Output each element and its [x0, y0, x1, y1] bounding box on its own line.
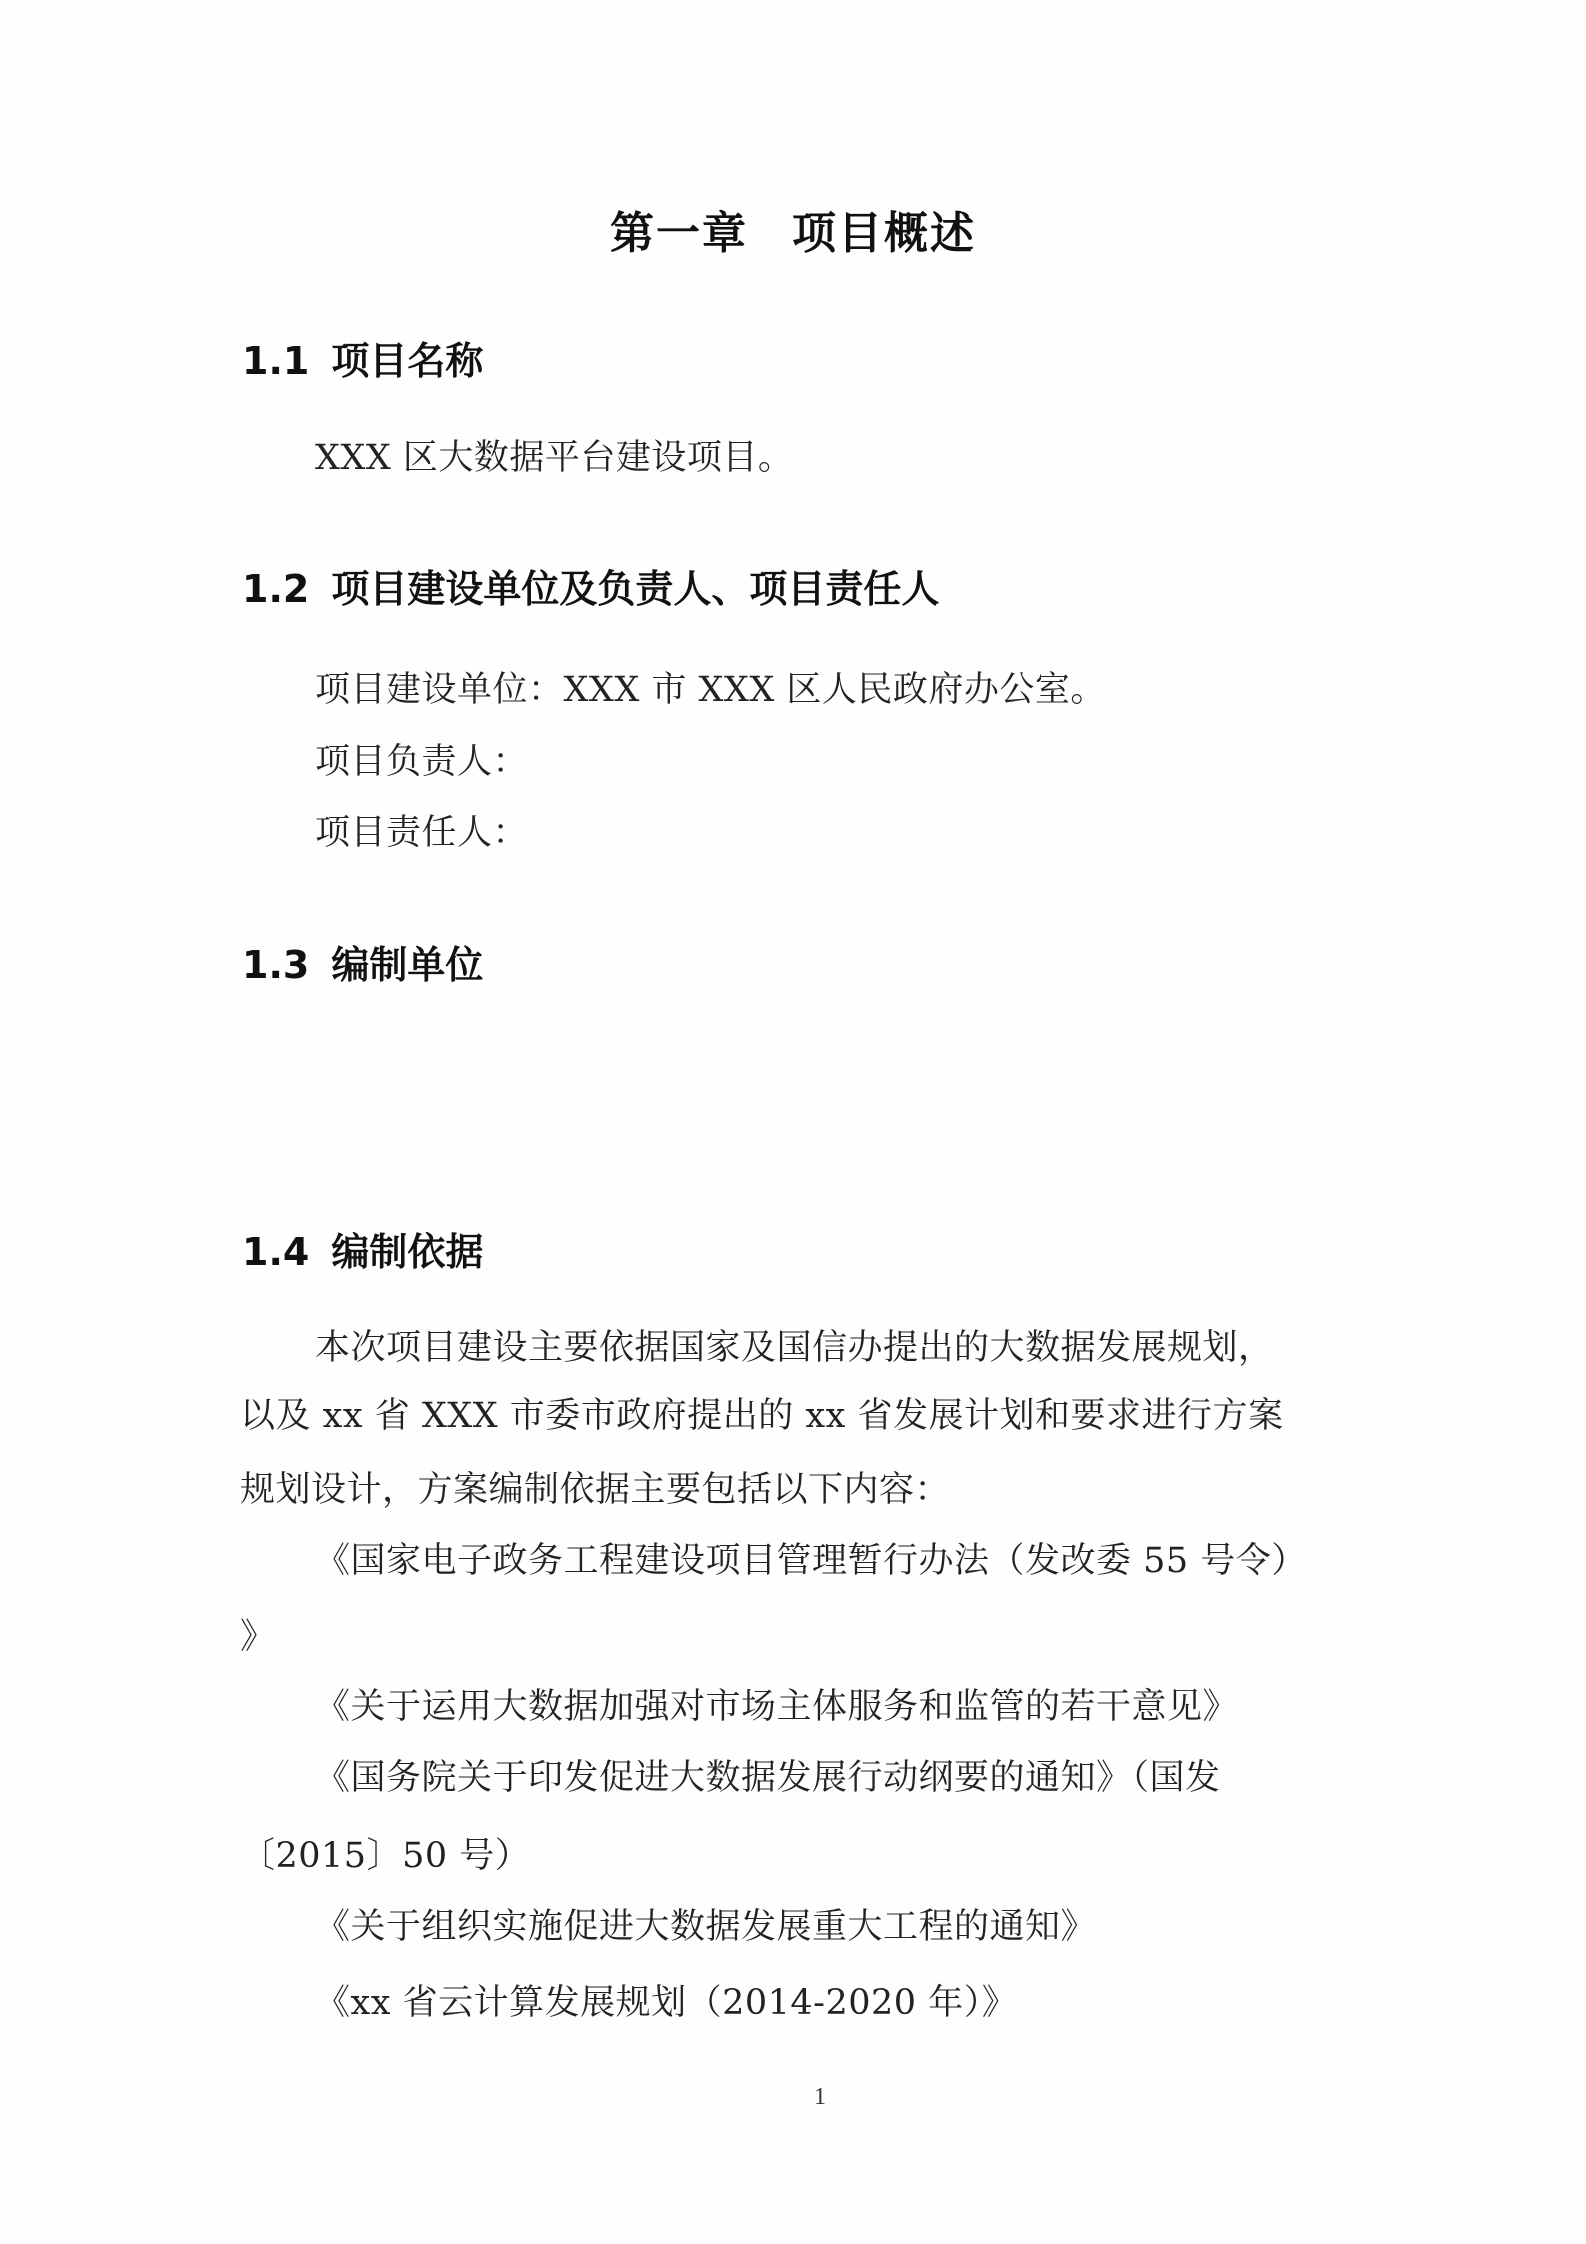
section-title: 编制依据	[331, 1230, 484, 1274]
basis-paragraph-line: 规划设计，方案编制依据主要包括以下内容：	[240, 1470, 951, 1510]
section-heading-1-3	[242, 943, 484, 987]
section-number: 1.4	[242, 1230, 310, 1274]
reference-item: 《关于运用大数据加强对市场主体服务和监管的若干意见》	[315, 1687, 1239, 1727]
section-number: 1.1	[242, 339, 310, 383]
basis-paragraph-line: 以及 xx 省 XXX 市委市政府提出的 xx 省发展计划和要求进行方案	[240, 1396, 1284, 1436]
chapter-label: 第一章	[610, 208, 748, 259]
section-heading-1-1	[242, 339, 484, 383]
section-number: 1.3	[242, 943, 310, 987]
reference-item: 《xx 省云计算发展规划（2014-2020 年）》	[315, 1983, 1018, 2023]
chapter-name: 项目概述	[792, 208, 976, 259]
project-responsible-text: 项目责任人：	[315, 813, 529, 853]
reference-item: 《国家电子政务工程建设项目管理暂行办法（发改委 55 号令）	[315, 1541, 1307, 1581]
project-name-text: XXX 区大数据平台建设项目。	[315, 438, 794, 478]
section-title: 项目建设单位及负责人、项目责任人	[331, 567, 940, 611]
reference-item: 《关于组织实施促进大数据发展重大工程的通知》	[315, 1907, 1097, 1947]
section-title: 编制单位	[331, 943, 484, 987]
reference-item: 《国务院关于印发促进大数据发展行动纲要的通知》（国发	[315, 1758, 1221, 1798]
section-number: 1.2	[242, 567, 310, 611]
reference-item-continuation: 》	[240, 1617, 276, 1657]
construction-unit-text: 项目建设单位：XXX 市 XXX 区人民政府办公室。	[315, 670, 1106, 710]
project-leader-text: 项目负责人：	[315, 742, 529, 782]
section-heading-1-2	[242, 567, 940, 611]
page-number: 1	[814, 2084, 826, 2110]
basis-paragraph-line: 本次项目建设主要依据国家及国信办提出的大数据发展规划，	[315, 1328, 1274, 1368]
section-title: 项目名称	[331, 339, 484, 383]
reference-item-continuation: 〔2015〕50 号）	[240, 1836, 531, 1876]
chapter-title	[0, 208, 1586, 259]
section-heading-1-4	[242, 1230, 484, 1274]
